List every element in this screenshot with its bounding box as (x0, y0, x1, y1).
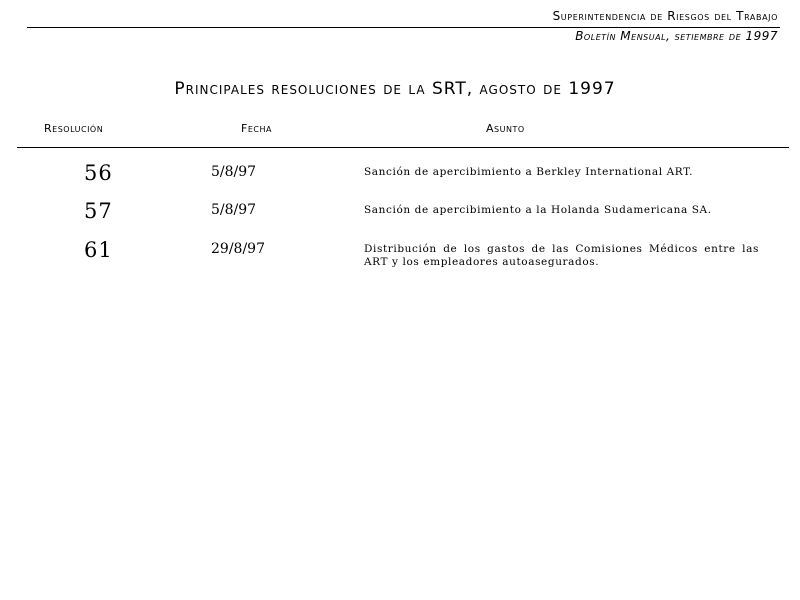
resolution-number: 56 (84, 161, 113, 185)
resolution-subject: Distribución de los gastos de las Comisiones Médicos entre las ART y los empleadores autoasegurados. (364, 243, 759, 268)
resolution-date: 5/8/97 (211, 164, 257, 180)
resolution-subject: Sanción de apercibimiento a Berkley International ART. (364, 166, 694, 178)
header-rule (27, 27, 780, 28)
column-header-resolucion: Resolución (44, 122, 104, 135)
resolution-date: 29/8/97 (211, 241, 265, 257)
page-title: Principales resoluciones de la SRT, agosto de 1997 (174, 79, 616, 99)
resolution-number: 57 (84, 199, 113, 223)
column-header-asunto: Asunto (486, 122, 525, 135)
organization-name: Superintendencia de Riesgos del Trabajo (552, 9, 778, 23)
column-header-fecha: Fecha (241, 122, 272, 135)
resolution-date: 5/8/97 (211, 202, 257, 218)
resolution-number: 61 (84, 238, 113, 262)
bulletin-issue: Boletín Mensual, setiembre de 1997 (575, 29, 778, 43)
resolution-subject: Sanción de apercibimiento a la Holanda Sudamericana SA. (364, 204, 712, 216)
table-header-rule (17, 147, 789, 148)
